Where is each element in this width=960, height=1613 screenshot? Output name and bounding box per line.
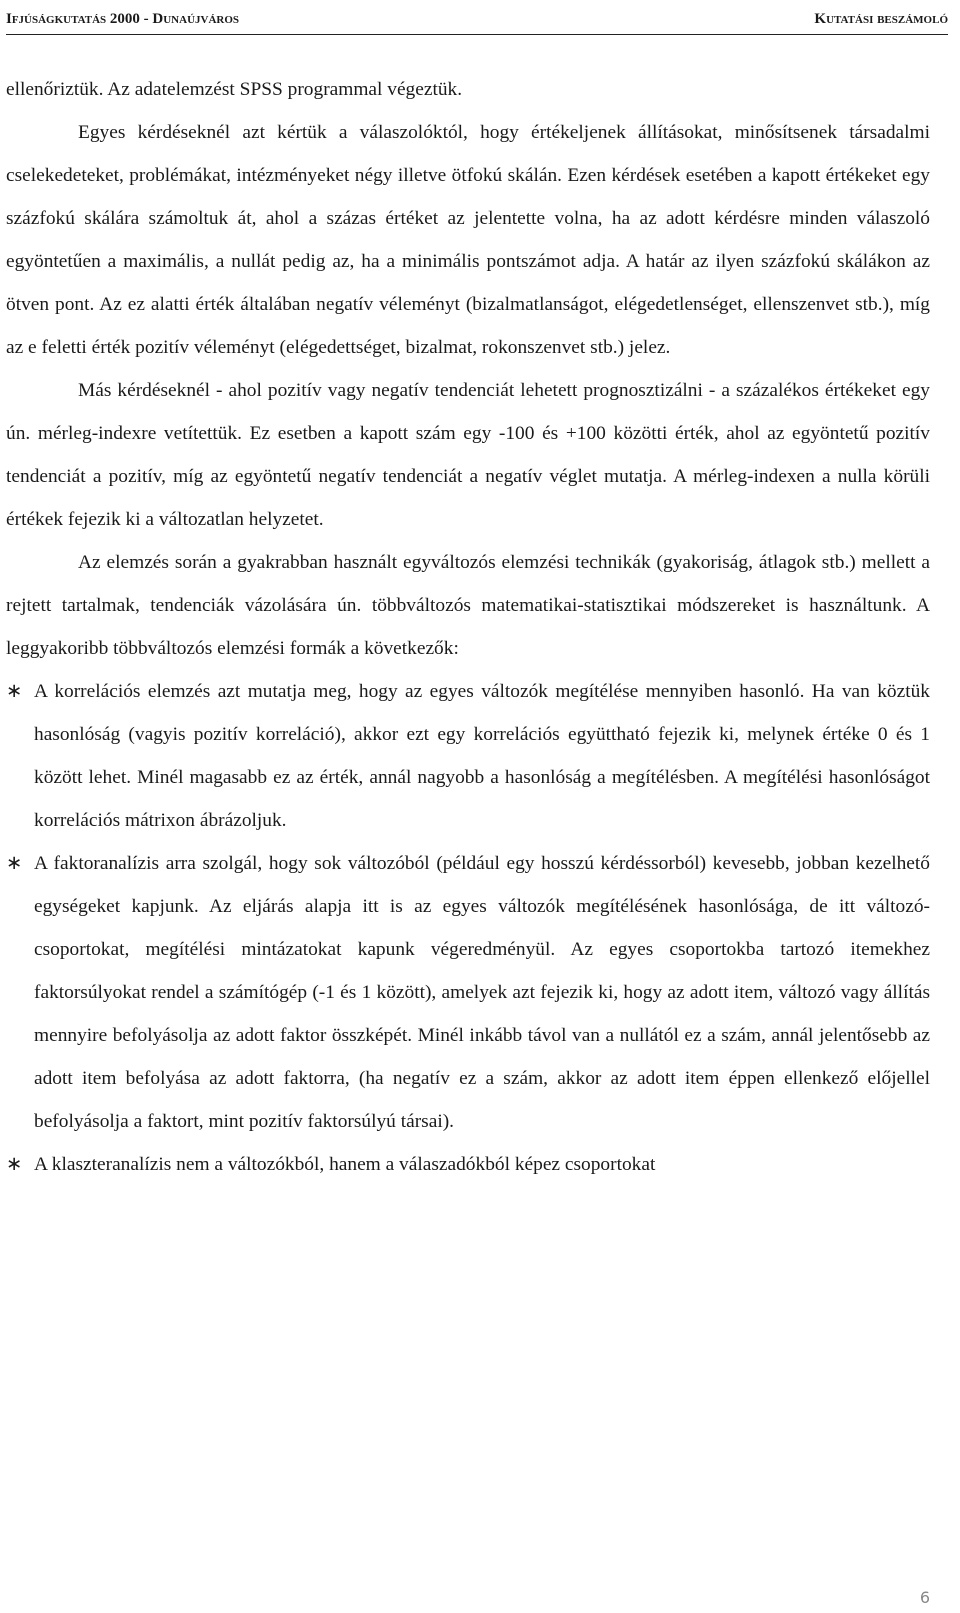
bullet-asterisk-icon: ∗ [6, 1154, 23, 1175]
bullet-asterisk-icon: ∗ [6, 681, 23, 702]
method-list [6, 670, 930, 1186]
list-item-factor-analysis [6, 842, 930, 1143]
bullet-asterisk-icon: ∗ [6, 853, 23, 874]
list-item-text: A faktoranalízis arra szolgál, hogy sok változóból (például egy hosszú kérdéssorból) kevesebb, jobban kezelhető egységeket kapjunk. Az eljárás alapja itt is az egyes változók megítélésének hasonlósága, de itt változó-csoportokat, megítélési mintázatokat kapunk végeredményül. Az egyes csoportokba tartozó itemekhez faktorsúlyokat rendel a számítógép (-1 és 1 között), amelyek azt fejezik ki, hogy az adott item, változó vagy állítás mennyire befolyásolja az adott faktor összképét. Minél inkább távol van a nullától ez a szám, annál jelentősebb az adott item befolyása az adott faktorra, (ha negatív ez a szám, akkor az adott item éppen ellenkező előjellel befolyásolja a faktort, mint pozitív faktorsúlyú társai). [34, 853, 930, 1132]
list-item-text: A korrelációs elemzés azt mutatja meg, hogy az egyes változók megítélése mennyiben hasonló. Ha van köztük hasonlóság (vagyis pozitív korreláció), akkor ezt egy korrelációs együttható fejezik ki, melynek értéke 0 és 1 között lehet. Minél magasabb ez az érték, annál nagyobb a hasonlóság a megítélésben. A megítélési hasonlóságot korrelációs mátrixon ábrázoljuk. [34, 681, 930, 831]
list-item-correlation [6, 670, 930, 842]
header-left: Ifjúságkutatás 2000 - Dunaújváros [6, 10, 240, 27]
header-right: Kutatási beszámoló [814, 10, 948, 27]
list-item-cluster-analysis [6, 1143, 930, 1186]
paragraph-1: ellenőriztük. Az adatelemzést SPSS programmal végeztük. [6, 79, 463, 100]
paragraph-2: Egyes kérdéseknél azt kértük a válaszolóktól, hogy értékeljenek állításokat, minősítsenek társadalmi cselekedeteket, problémákat, intézményeket négy illetve ötfokú skálán. Ezen kérdések esetében a kapott értékeket egy százfokú skálára számoltuk át, ahol a százas értéket az jelentette volna, ha az adott kérdésre minden válaszoló egyöntetűen a maximális, a nullát pedig az, ha a minimális pontszámot adja. A határ az ilyen százfokú skálákon az ötven pont. Az ez alatti érték általában negatív véleményt (bizalmatlanságot, elégedetlenséget, ellenszenvet stb.), míg az e feletti érték pozitív véleményt (elégedettséget, bizalmat, rokonszenvet stb.) jelez. [6, 122, 930, 358]
paragraph-4: Az elemzés során a gyakrabban használt egyváltozós elemzési technikák (gyakoriság, átlagok stb.) mellett a rejtett tartalmak, tendenciák vázolására ún. többváltozós matematikai-statisztikai módszereket is használtunk. A leggyakoribb többváltozós elemzési formák a következők: [6, 552, 930, 659]
body-text [6, 68, 930, 1186]
running-header [6, 4, 948, 35]
paragraph-3: Más kérdéseknél - ahol pozitív vagy negatív tendenciát lehetett prognosztizálni - a százalékos értékeket egy ún. mérleg-indexre vetítettük. Ez esetben a kapott szám egy -100 és +100 közötti érték, ahol az egyöntetű pozitív tendenciát a pozitív, míg az egyöntetű negatív tendenciát a negatív véglet mutatja. A mérleg-indexen a nulla körüli értékek fejezik ki a változatlan helyzetet. [6, 380, 930, 530]
list-item-text: A klaszteranalízis nem a változókból, hanem a válaszadókból képez csoportokat [34, 1154, 656, 1175]
page-number: 6 [919, 1588, 930, 1607]
